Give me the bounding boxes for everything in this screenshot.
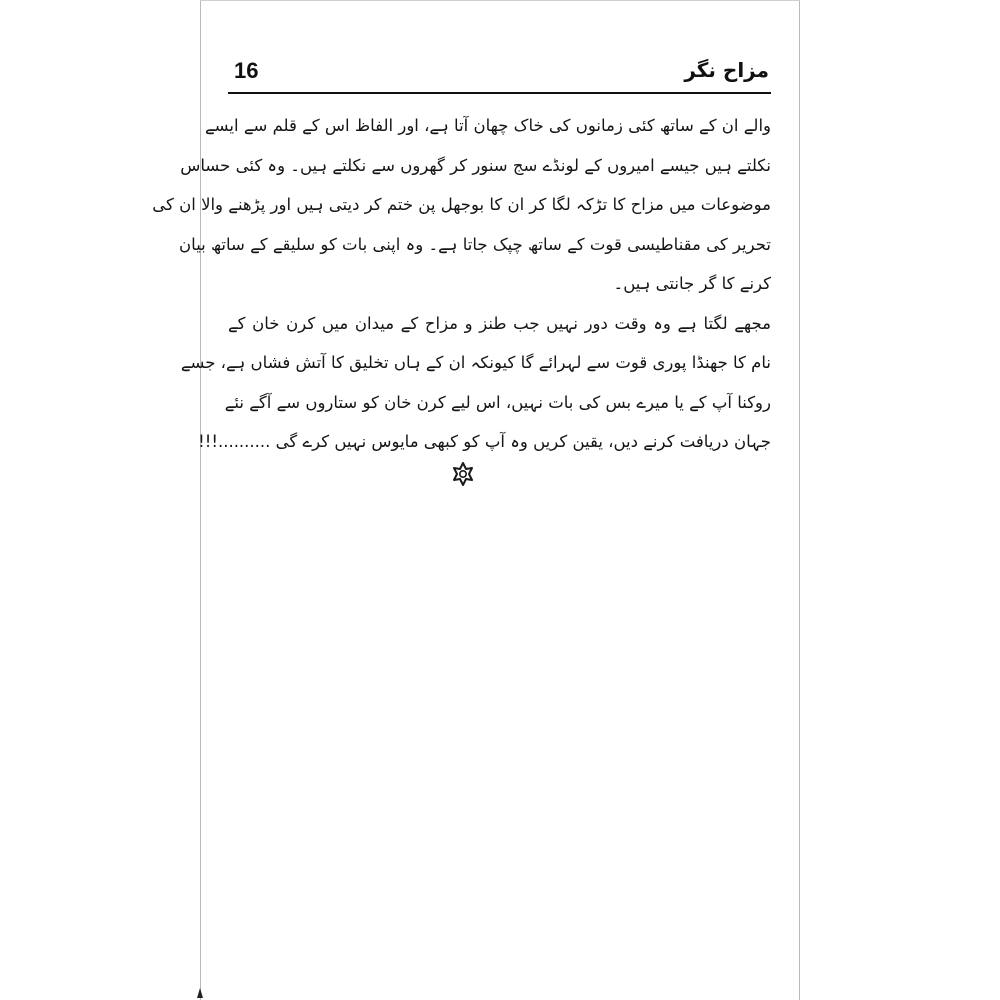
book-title: مزاح نگر [684,58,769,82]
page-number: 16 [234,58,259,83]
text-line: موضوعات میں مزاح کا تڑکہ لگا کر ان کا بوجھل پن ختم کر دیتی ہیں اور پڑھنے والا ان کی [152,195,771,214]
text-line: مجھے لگتا ہے وہ وقت دور نہیں جب طنز و مزاح کے میدان میں کرن خان کے [228,313,771,333]
star-ornament-icon [451,462,475,486]
text-line: روکنا آپ کے یا میرے بس کی بات نہیں، اس لیے کرن خان کو ستاروں سے آگے نئے [224,392,771,412]
text-line: نام کا جھنڈا پوری قوت سے لہرائے گا کیونکہ ان کے ہاں تخلیق کا آتش فشاں ہے، جسے [180,353,771,372]
page-corner-mark [197,988,203,998]
text-line: جہان دریافت کرنے دیں، یقین کریں وہ آپ کو کبھی مایوس نہیں کرے گی ..........!!! [198,432,771,451]
page-header [228,58,771,92]
header-rule [228,92,771,94]
text-line: تحریر کی مقناطیسی قوت کے ساتھ چپک جاتا ہے۔ وہ اپنی بات کو سلیقے کے ساتھ بیان [179,234,771,254]
page-top-edge [200,0,800,1]
text-line: کرنے کا گر جانتی ہیں۔ [613,274,771,293]
body-text [152,106,771,462]
text-line: والے ان کے ساتھ کئی زمانوں کی خاک چھان آتا ہے، اور الفاظ اس کے قلم سے ایسے [205,116,771,135]
text-line: نکلتے ہیں جیسے امیروں کے لونڈے سج سنور کر گھروں سے نکلتے ہیں۔ وہ کئی حساس [180,155,771,175]
